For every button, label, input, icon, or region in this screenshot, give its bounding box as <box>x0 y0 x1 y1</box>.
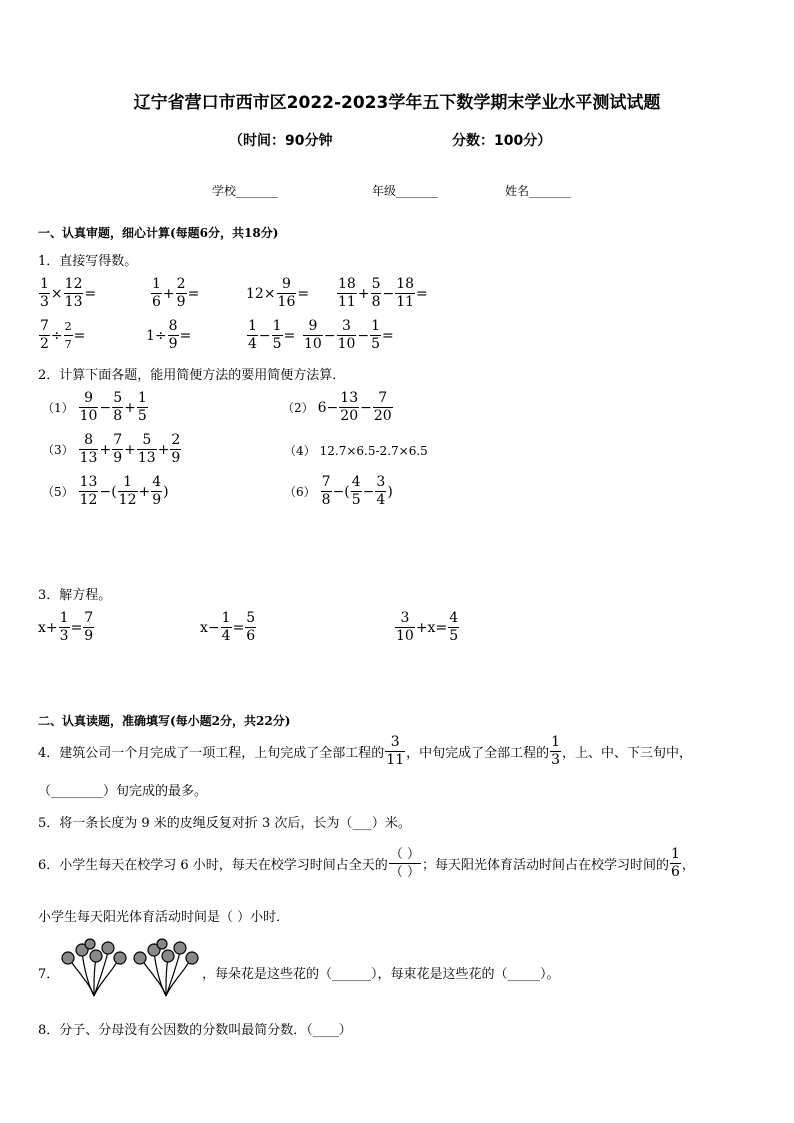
q3-label: 3．解方程。 <box>38 588 112 603</box>
q4-line-2: （________）旬完成的最多。 <box>38 784 208 799</box>
q2-problem-1: （1） $\frac{9}{10}$ − $\frac{5}{8}$ + $\frac{1}{5}$ <box>42 390 147 424</box>
q4-line-1: 4．建筑公司一个月完成了一项工程，上旬完成了全部工程的 $\frac{3}{11}$ ，中旬完成了全部工程的 $\frac{1}{3}$ ，上、中、下三旬中， <box>38 734 693 768</box>
q2-problem-5: （5） $\frac{13}{12}$ −( $\frac{1}{12}$ + $\frac{4}{9}$ ) <box>42 474 169 508</box>
q2-label: 2．计算下面各题，能用简便方法的要用简便方法算． <box>38 368 346 383</box>
time-info: （时间：90分钟 <box>229 133 333 149</box>
page-title: 辽宁省营口市西市区2022-2023学年五下数学期末学业水平测试试题 <box>133 93 661 113</box>
q1-item-c: 12× $\frac{9}{16}$ = <box>246 276 310 310</box>
grade-field: 年级_______ <box>372 184 439 198</box>
q2-problem-2: （2） 6− $\frac{13}{20}$ − $\frac{7}{20}$ <box>282 390 392 424</box>
q1-item-b: $\frac{1}{6}$ + $\frac{2}{9}$ = <box>152 276 200 310</box>
q5-text: 5．将一条长度为 9 米的皮绳反复对折 3 次后，长为（___）米。 <box>38 816 411 831</box>
q1-label: 1．直接写得数。 <box>38 254 138 269</box>
q6-line-1: 6．小学生每天在校学习 6 小时，每天在校学习时间占全天的 $\frac{( )}{( )}$ ；每天阳光体育活动时间占在校学习时间的 $\frac{1}{6}$ ， <box>38 846 695 880</box>
q1-item-g: $\frac{1}{4}$ − $\frac{1}{5}$ = <box>248 318 296 352</box>
q3-equation-2: x− $\frac{1}{4}$ = $\frac{5}{6}$ <box>200 610 256 644</box>
q2-problem-4: （4） 12.7×6.5-2.7×6.5 <box>284 443 428 458</box>
q7-number: 7． <box>38 967 60 982</box>
school-field: 学校_______ <box>212 184 279 198</box>
flower-bouquet-1 <box>62 939 126 996</box>
q7-text: ，每朵花是这些花的（______），每束花是这些花的（_____）。 <box>202 967 560 982</box>
q1-item-d: $\frac{18}{11}$ + $\frac{5}{8}$ − $\frac{18}{11}$ = <box>338 276 428 310</box>
q2-problem-3: （3） $\frac{8}{13}$ + $\frac{7}{9}$ + $\frac{5}{13}$ + $\frac{2}{9}$ <box>42 432 181 466</box>
flower-bouquet-2 <box>134 939 198 996</box>
q8-text: 8．分子、分母没有公因数的分数叫最简分数．（____） <box>38 1023 352 1038</box>
q6-line-2: 小学生每天阳光体育活动时间是（ ）小时． <box>38 910 290 925</box>
q3-equation-1: x+ $\frac{1}{3}$ = $\frac{7}{9}$ <box>38 610 94 644</box>
q3-equation-3: $\frac{3}{10}$ +x= $\frac{4}{5}$ <box>396 610 459 644</box>
q1-item-f: 1÷ $\frac{8}{9}$ = <box>146 318 192 352</box>
q2-problem-6: （6） $\frac{7}{8}$ −( $\frac{4}{5}$ − $\frac{3}{4}$ ) <box>284 474 393 508</box>
q1-item-a: $\frac{1}{3}$ × $\frac{12}{13}$ = <box>40 276 97 310</box>
section-2-title: 二、认真读题，准确填写(每小题2分，共22分) <box>38 714 291 728</box>
q1-item-e: $\frac{7}{2}$ ÷ $\frac{2}{7}$ = <box>40 318 86 352</box>
section-1-title: 一、认真审题，细心计算(每题6分，共18分) <box>38 226 279 240</box>
name-field: 姓名_______ <box>505 184 572 198</box>
q1-item-h: $\frac{9}{10}$ − $\frac{3}{10}$ − $\frac{1}{5}$ = <box>304 318 394 352</box>
score-info: 分数：100分） <box>452 133 552 149</box>
flower-bouquets-illustration <box>56 938 204 1000</box>
